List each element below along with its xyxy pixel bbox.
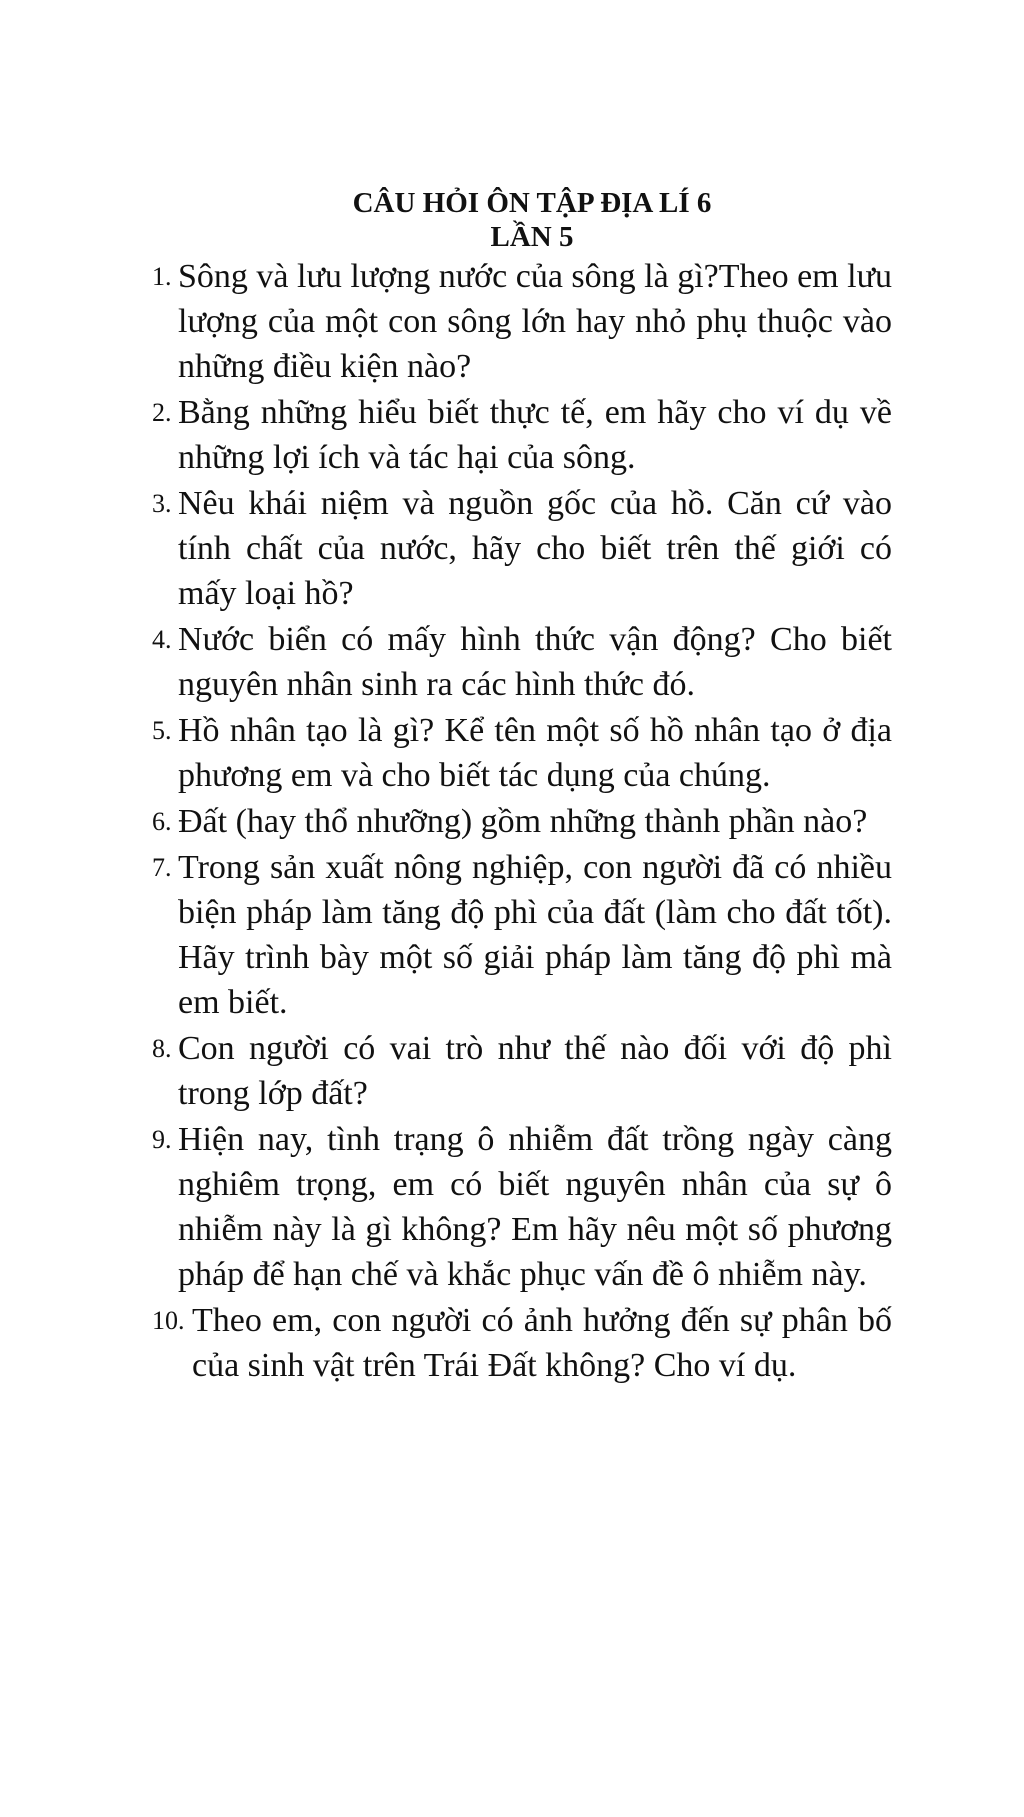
title-block xyxy=(0,186,1024,254)
question-text: Đất (hay thổ nhưỡng) gồm những thành phần nào? xyxy=(178,803,868,840)
question-number: 9 . xyxy=(152,1117,172,1162)
question-number: 2 . xyxy=(152,390,172,435)
question-list xyxy=(152,254,892,1389)
question-text: Nước biển có mấy hình thức vận động? Cho biết nguyên nhân sinh ra các hình thức đó. xyxy=(178,621,892,703)
question-text: Nêu khái niệm và nguồn gốc của hồ. Căn cứ vào tính chất của nước, hãy cho biết trên thế giới có mấy loại hồ? xyxy=(178,485,892,612)
question-number: 7 . xyxy=(152,845,172,890)
question-text: Bằng những hiểu biết thực tế, em hãy cho ví dụ về những lợi ích và tác hại của sông. xyxy=(178,394,892,476)
question-number: 1 . xyxy=(152,254,172,299)
question-item xyxy=(152,799,892,844)
question-item xyxy=(152,708,892,798)
page-title: CÂU HỎI ÔN TẬP ĐỊA LÍ 6 xyxy=(352,187,712,219)
question-number: 5 . xyxy=(152,708,172,753)
question-item xyxy=(152,617,892,707)
question-item xyxy=(152,1298,892,1388)
question-number: 8 . xyxy=(152,1026,172,1071)
question-number: 10 . xyxy=(152,1298,185,1343)
question-item xyxy=(152,845,892,1025)
question-text: Con người có vai trò như thế nào đối với độ phì trong lớp đất? xyxy=(178,1030,892,1112)
question-number: 6 . xyxy=(152,799,172,844)
question-item xyxy=(152,254,892,389)
question-number: 4 . xyxy=(152,617,172,662)
question-number: 3 . xyxy=(152,481,172,526)
question-item xyxy=(152,481,892,616)
question-text: Sông và lưu lượng nước của sông là gì?Theo em lưu lượng của một con sông lớn hay nhỏ phụ thuộc vào những điều kiện nào? xyxy=(178,258,892,385)
question-text: Hiện nay, tình trạng ô nhiễm đất trồng ngày càng nghiêm trọng, em có biết nguyên nhân của sự ô nhiễm này là gì không? Em hãy nêu một số phương pháp để hạn chế và khắc phục vấn đề ô nhiễm này. xyxy=(178,1121,892,1293)
question-item xyxy=(152,1117,892,1297)
question-item xyxy=(152,1026,892,1116)
question-text: Hồ nhân tạo là gì? Kể tên một số hồ nhân tạo ở địa phương em và cho biết tác dụng của chúng. xyxy=(178,712,892,794)
question-item xyxy=(152,390,892,480)
page-subtitle: LẦN 5 xyxy=(490,221,574,253)
question-text: Trong sản xuất nông nghiệp, con người đã có nhiều biện pháp làm tăng độ phì của đất (làm cho đất tốt). Hãy trình bày một số giải pháp làm tăng độ phì mà em biết. xyxy=(178,849,892,1021)
question-text: Theo em, con người có ảnh hưởng đến sự phân bố của sinh vật trên Trái Đất không? Cho ví dụ. xyxy=(192,1302,892,1384)
